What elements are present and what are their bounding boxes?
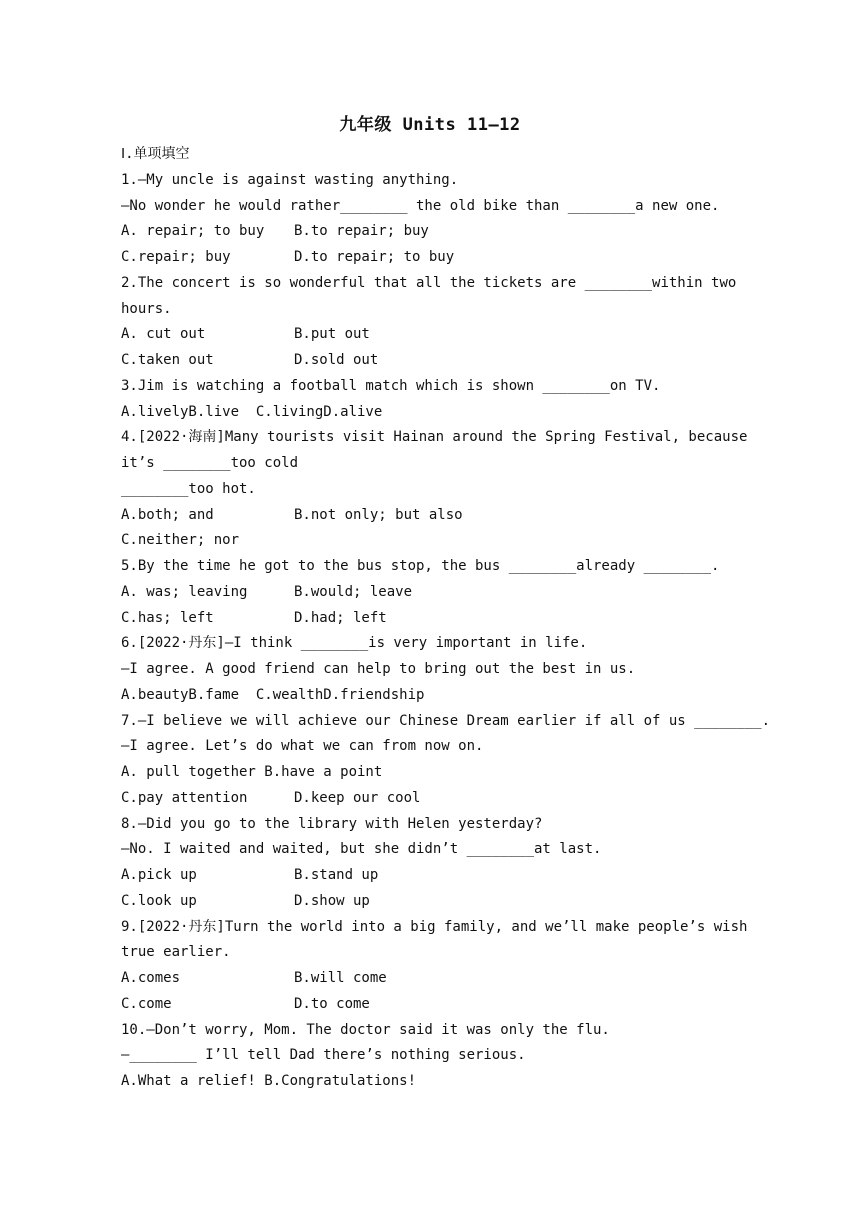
answer-option: D.show up: [294, 892, 370, 909]
text-line: —No. I waited and waited, but she didn’t ________at last.: [121, 841, 602, 858]
answer-option: C.look up: [121, 892, 197, 909]
text-line: A.beautyB.fame C.wealthD.friendship: [121, 686, 425, 703]
text-line: A.What a relief! B.Congratulations!: [121, 1073, 417, 1089]
question-body: [121, 142, 771, 1095]
answer-option: C.pay attention: [121, 789, 248, 806]
text-line: ________too hot.: [121, 480, 256, 497]
answer-option: A. was; leaving: [121, 583, 248, 600]
option-row: [121, 348, 751, 374]
answer-option: C.come: [121, 995, 172, 1012]
text-line: true earlier.: [121, 944, 231, 961]
text-line: —________ I’ll tell Dad there’s nothing serious.: [121, 1047, 526, 1064]
answer-option: D.had; left: [294, 609, 387, 626]
text-line: C.neither; nor: [121, 532, 240, 549]
text-line: —No wonder he would rather________ the old bike than ________a new one.: [121, 197, 720, 214]
option-row: [121, 245, 751, 271]
option-row: [121, 992, 751, 1018]
text-line: 8.—Did you go to the library with Helen yesterday?: [121, 815, 543, 832]
text-line: 3.Jim is watching a football match which is shown ________on TV.: [121, 377, 661, 394]
answer-option: B.stand up: [294, 867, 379, 883]
answer-option: A.both; and: [121, 506, 214, 523]
text-line: 5.By the time he got to the bus stop, the bus ________already ________.: [121, 558, 720, 574]
answer-option: B.not only; but also: [294, 506, 463, 523]
text-line: 2.The concert is so wonderful that all the tickets are ________within two: [121, 274, 737, 291]
answer-option: B.will come: [294, 970, 387, 986]
answer-option: A.comes: [121, 970, 181, 986]
option-row: [121, 966, 751, 992]
text-line: hours.: [121, 300, 172, 317]
option-row: [121, 219, 751, 245]
answer-option: A. cut out: [121, 326, 206, 343]
option-row: [121, 580, 751, 606]
answer-option: D.to come: [294, 995, 370, 1012]
answer-option: D.to repair; to buy: [294, 249, 455, 265]
text-line: it’s ________too cold: [121, 455, 299, 471]
option-row: [121, 786, 751, 812]
option-row: [121, 503, 751, 529]
text-line: 1.—My uncle is against wasting anything.: [121, 171, 459, 188]
answer-option: A. repair; to buy: [121, 223, 265, 240]
answer-option: B.put out: [294, 326, 370, 343]
answer-option: C.taken out: [121, 352, 214, 368]
text-line: 6.[2022·丹东]—I think ________is very important in life.: [121, 635, 588, 652]
answer-option: A.pick up: [121, 867, 197, 883]
text-line: —I agree. A good friend can help to bring out the best in us.: [121, 661, 636, 677]
answer-option: D.sold out: [294, 352, 379, 368]
text-line: 7.—I believe we will achieve our Chinese Dream earlier if all of us ________.: [121, 712, 771, 729]
answer-option: B.to repair; buy: [294, 223, 429, 240]
text-line: 9.[2022·丹东]Turn the world into a big family, and we’ll make people’s wish: [121, 918, 748, 935]
text-line: A.livelyB.live C.livingD.alive: [121, 403, 383, 420]
section-heading: Ⅰ.单项填空: [121, 146, 190, 162]
text-line: 4.[2022·海南]Many tourists visit Hainan around the Spring Festival, because: [121, 429, 748, 446]
answer-option: C.repair; buy: [121, 249, 231, 265]
option-row: [121, 889, 751, 915]
text-line: A. pull together B.have a point: [121, 764, 383, 780]
text-line: —I agree. Let’s do what we can from now on.: [121, 738, 484, 755]
text-line: 10.—Don’t worry, Mom. The doctor said it was only the flu.: [121, 1021, 610, 1038]
answer-option: D.keep our cool: [294, 789, 421, 806]
answer-option: C.has; left: [121, 609, 214, 626]
page-title: 九年级 Units 11—12: [339, 115, 521, 135]
option-row: [121, 863, 751, 889]
option-row: [121, 322, 751, 348]
option-row: [121, 606, 751, 632]
answer-option: B.would; leave: [294, 583, 413, 600]
